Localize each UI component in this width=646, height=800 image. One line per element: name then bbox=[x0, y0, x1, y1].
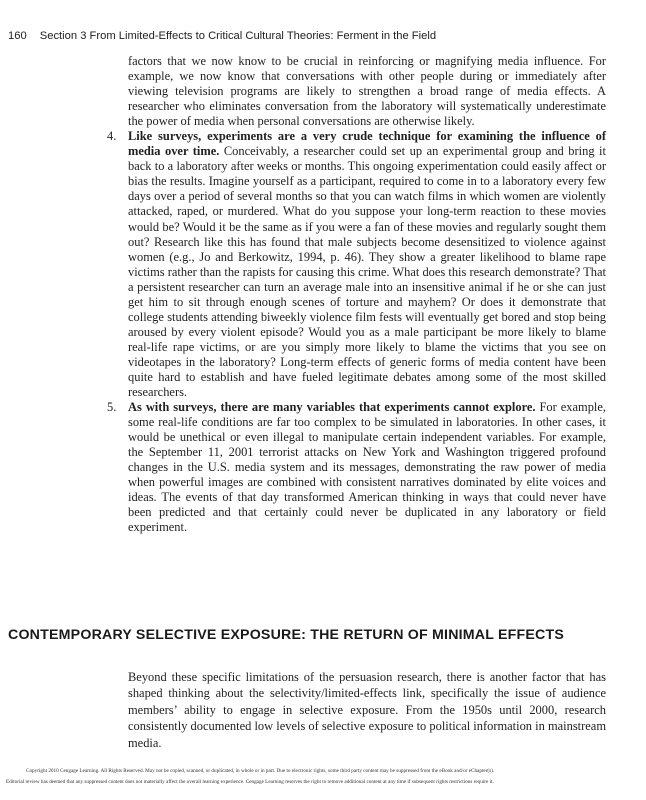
copyright-line: Copyright 2010 Cengage Learning. All Rights Reserved. May not be copied, scanned, or duplicated, in whole or in part. Due to electronic rights, some third party content may be suppressed from the eBook and/or eChapter(s). bbox=[26, 768, 495, 774]
list-item-lead: As with surveys, there are many variables that experiments cannot explore. bbox=[128, 400, 536, 415]
section-heading: CONTEMPORARY SELECTIVE EXPOSURE: THE RETURN OF MINIMAL EFFECTS bbox=[8, 627, 565, 643]
list-item-4 bbox=[107, 129, 606, 400]
running-title: Section 3 From Limited-Effects to Critical Cultural Theories: Ferment in the Field bbox=[39, 30, 437, 42]
page-number: 160 bbox=[8, 30, 27, 42]
editorial-line: Editorial review has deemed that any suppressed content does not materially affect the overall learning experience. Cengage Learning reserves the right to remove additional content at any time if subsequent rights restrictions require it. bbox=[6, 779, 494, 785]
main-text bbox=[107, 54, 607, 536]
running-header bbox=[8, 30, 436, 42]
list-number: 5. bbox=[107, 400, 117, 415]
section-paragraph: Beyond these specific limitations of the persuasion research, there is another factor that has shaped thinking about the selectivity/limited-effects link, specifically the issue of audience members’ ability to engage in selective exposure. From the 1950s until 2000, research consistently documented low levels of selective exposure to political information in mainstream media. bbox=[128, 670, 606, 750]
list-item-lead: Like surveys, experiments are a very crude technique for examining the influence of media over time. bbox=[128, 129, 606, 159]
list-item-5 bbox=[107, 400, 607, 535]
list-item-text: For example, some real-life conditions are far too complex to be simulated in laboratories. In other cases, it would be unethical or even illegal to manipulate certain independent variables. For example, the September 11, 2001 terrorist attacks on New York and Washington triggered profound changes in the U.S. media system and its messages, demonstrating the raw power of media when powerful images are combined with consistent narratives dominated by elite voices and ideas. The events of that day transformed American thinking in ways that could never have been predicted and that certainly could never be duplicated in any laboratory or field experiment. bbox=[128, 400, 607, 535]
list-item-text: Conceivably, a researcher could set up an experimental group and bring it back to a laboratory after weeks or months. This ongoing experimentation could easily affect or bias the results. Imagine yourself as a participant, required to come in to a laboratory every few days over a period of several months so that you can watch films in which women are violently attacked, raped, or murdered. What do you suppose your long-term reaction to these movies would be? Would it be the same as if you were a fan of these movies and regularly sought them out? Research like this has found that male subjects become desensitized to violence against women (e.g., Jo and Berkowitz, 1994, p. 46). They show a greater likelihood to blame rape victims rather than the rapists for causing this crime. What does this research demonstrate? That a persistent researcher can turn an average male into an insensitive animal if he or she can just get him to sit through enough scenes of torture and mayhem? Or does it demonstrate that college students attending biweekly violence film fests will eventually get bored and stop being aroused by every violent episode? Would you as a male participant be more likely to blame real-life rape victims, or are you simply more likely to blame the victims that you see on videotapes in the laboratory? Long-term effects of generic forms of media content have been quite hard to establish and have fueled legitimate debates among some of the most skilled researchers. bbox=[128, 144, 606, 400]
continuation-paragraph: factors that we now know to be crucial in reinforcing or magnifying media influence. For example, we now know that conversations with other people during or immediately after viewing television programs are likely to strengthen a broad range of media effects. A researcher who eliminates conversation from the laboratory will systematically underestimate the power of media when personal conversations are otherwise likely. bbox=[128, 54, 606, 129]
list-number: 4. bbox=[107, 129, 117, 144]
